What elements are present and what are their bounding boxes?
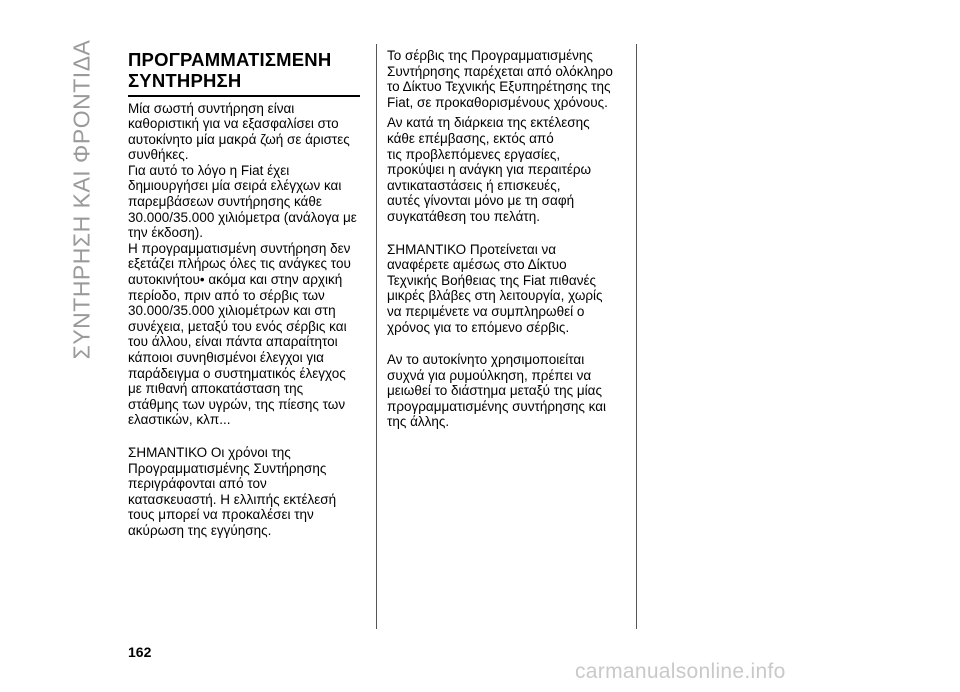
column-divider-right bbox=[636, 44, 637, 629]
section-heading-line1: ΠΡΟΓΡΑΜΜΑΤΙΣΜΕΝΗ bbox=[128, 49, 332, 70]
important-note-faults: ΣΗΜΑΝΤΙΚΟ Προτείνεται να αναφέρετε αμέσως στο Δίκτυο Τεχνικής Βοήθειας της Fiat πιθανές μικρές βλάβες στη λειτουργία, χωρίς να περιμένετε να συμπληρωθεί ο χρόνος για το επόμενο σέρβις. bbox=[387, 241, 603, 335]
left-column bbox=[128, 48, 364, 556]
watermark: carmanualsonline.info bbox=[575, 660, 786, 683]
chapter-side-title-text: ΣΥΝΤΗΡΗΣΗ ΚΑΙ ΦΡΟΝΤΙΔΑ bbox=[68, 39, 95, 359]
page-number: 162 bbox=[128, 644, 152, 660]
towing-paragraph: Αν το αυτοκίνητο χρησιμοποιείται συχνά για ρυμούλκηση, πρέπει να μειωθεί το διάστημα μεταξύ της μίας προγραμματισμένης συντήρησης και της άλλης. bbox=[387, 352, 607, 430]
important-note-warranty: ΣΗΜΑΝΤΙΚΟ Οι χρόνοι της Προγραμματισμένης Συντήρησης περιγράφονται από τον κατασκευαστή. Η ελλιπής εκτέλεσή τους μπορεί να προκαλέσει την ακύρωση της εγγύησης. bbox=[128, 444, 337, 538]
column-divider-left bbox=[376, 44, 377, 629]
section-heading bbox=[128, 49, 364, 91]
service-network-paragraph: Το σέρβις της Προγραμματισμένης Συντήρησης παρέχεται από ολόκληρο το Δίκτυο Τεχνικής Εξυπηρέτησης της Fiat, σε προκαθορισμένους χρόνους. bbox=[387, 48, 613, 110]
extra-repairs-paragraph: Αν κατά τη διάρκεια της εκτέλεσης κάθε επέμβασης, εκτός από τις προβλεπόμενες εργασίες, προκύψει η ανάγκη για περαιτέρω αντικαταστάσεις ή επισκευές, αυτές γίνονται μόνο με τη σαφή συγκατάθεση του πελάτη. bbox=[387, 115, 592, 224]
heading-underline bbox=[128, 95, 360, 97]
section-heading-line2: ΣΥΝΤΗΡΗΣΗ bbox=[128, 70, 242, 91]
intro-paragraph: Μία σωστή συντήρηση είναι καθοριστική για να εξασφαλίσει στο αυτοκίνητο μία μακρά ζωή σε άριστες συνθήκες. Για αυτό το λόγο η Fiat έχει δημιουργήσει μία σειρά ελέγχων και παρεμβάσεων συντήρησης κάθε 30.000/35.000 χιλιόμετρα (ανάλογα με την έκδοση). Η προγραμματισμένη συντήρηση δεν εξετάζει πλήρως όλες τις ανάγκες του αυτοκινήτου• ακόμα και στην αρχική περίοδο, πριν από το σέρβις των 30.000/35.000 χιλιομέτρων και στη συνέχεια, μεταξύ του ενός σέρβις και του άλλου, είναι πάντα απαραίτητοι κάποιοι συνηθισμένοι έλεγχοι για παράδειγμα ο συστηματικός έλεγχος με πιθανή αποκατάσταση της στάθμης των υγρών, της πίεσης των ελαστικών, κλπ... bbox=[128, 100, 357, 428]
right-column bbox=[387, 48, 627, 447]
chapter-side-title bbox=[66, 39, 98, 359]
